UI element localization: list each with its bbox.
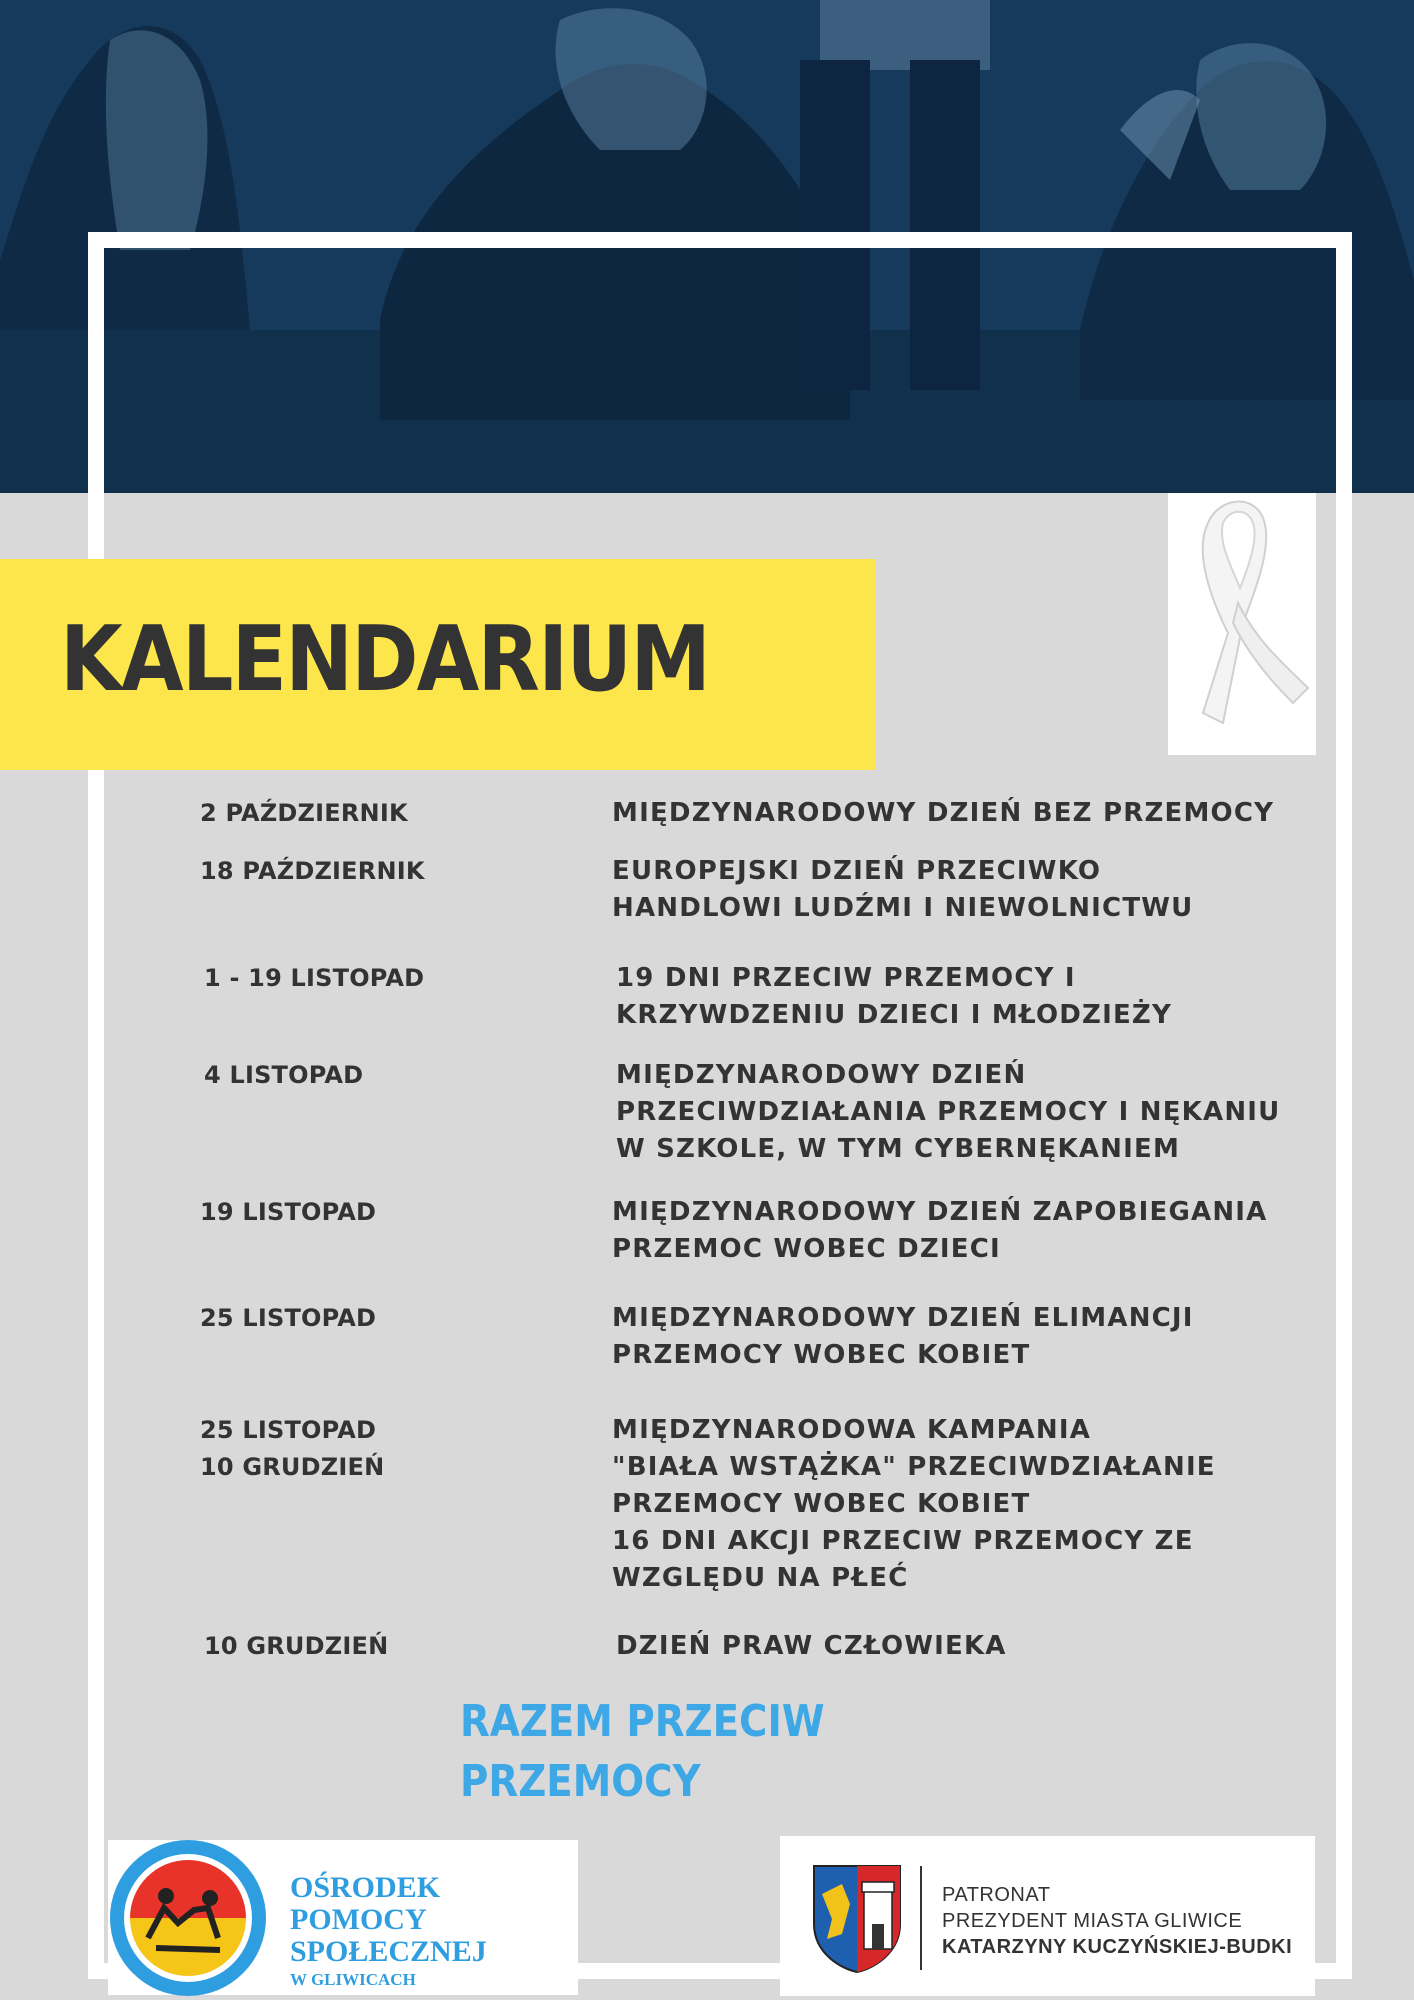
calendar-event [616, 1057, 1280, 1168]
patronage-block [780, 1836, 1315, 1996]
ops-logo-line-1: OŚRODEK POMOCY [290, 1871, 441, 1936]
calendar-date [200, 1194, 376, 1231]
calendar-event-line: PRZEMOCY WOBEC KOBIET [612, 1489, 1031, 1519]
calendar-event [612, 1300, 1194, 1374]
calendar-event-line: MIĘDZYNARODOWY DZIEŃ BEZ PRZEMOCY [612, 798, 1275, 828]
ops-logo-text [290, 1872, 578, 1992]
calendar-event [616, 960, 1172, 1034]
calendar-event [612, 1412, 1216, 1597]
patronage-line-2: PREZYDENT MIASTA GLIWICE [942, 1910, 1243, 1932]
ops-logo-line-2: SPOŁECZNEJ [290, 1935, 487, 1968]
calendar-event-line: WZGLĘDU NA PŁEĆ [612, 1563, 909, 1593]
calendar-event-line: 16 DNI AKCJI PRZECIW PRZEMOCY ZE [612, 1526, 1194, 1556]
calendar-date [204, 1628, 388, 1665]
calendar-date-line: 25 LISTOPAD [200, 1304, 377, 1332]
patronage-divider [920, 1866, 922, 1970]
calendar-date-line: 2 PAŹDZIERNIK [200, 799, 408, 827]
calendar-date-line: 4 LISTOPAD [204, 1061, 364, 1089]
calendar-date [200, 1412, 384, 1486]
ops-emblem-icon [108, 1838, 278, 1998]
ops-logo-line-3: W GLIWICACH [290, 1970, 416, 1989]
calendar-event-line: MIĘDZYNARODOWA KAMPANIA [612, 1415, 1092, 1445]
ops-logo [108, 1840, 578, 1995]
calendar-event-line: W SZKOLE, W TYM CYBERNĘKANIEM [616, 1134, 1181, 1164]
calendar-event-line: DZIEŃ PRAW CZŁOWIEKA [616, 1631, 1007, 1661]
calendar-event-line: PRZEMOCY WOBEC KOBIET [612, 1340, 1031, 1370]
slogan-line-1: RAZEM PRZECIW [460, 1696, 825, 1747]
calendar-date-line: 18 PAŹDZIERNIK [200, 857, 425, 885]
calendar-event [616, 1628, 1007, 1665]
slogan [460, 1692, 825, 1812]
calendar-date-line: 25 LISTOPAD [200, 1416, 377, 1444]
slogan-line-2: PRZEMOCY [460, 1756, 701, 1807]
calendar-event-line: MIĘDZYNARODOWY DZIEŃ ELIMANCJI [612, 1303, 1194, 1333]
patronage-text [942, 1882, 1292, 1960]
calendar-event-line: 19 DNI PRZECIW PRZEMOCY I [616, 963, 1076, 993]
calendar-event-line: EUROPEJSKI DZIEŃ PRZECIWKO [612, 856, 1102, 886]
calendar-date [200, 795, 408, 832]
calendar-event-line: HANDLOWI LUDŹMI I NIEWOLNICTWU [612, 893, 1194, 923]
calendar-date [200, 1300, 376, 1337]
calendar-date-line: 19 LISTOPAD [200, 1198, 377, 1226]
calendar-event [612, 795, 1274, 832]
white-ribbon-icon [1168, 493, 1316, 755]
calendar-event-line: KRZYWDZENIU DZIECI I MŁODZIEŻY [616, 1000, 1173, 1030]
calendar-event [612, 1194, 1268, 1268]
calendar-event-line: PRZECIWDZIAŁANIA PRZEMOCY I NĘKANIU [616, 1097, 1281, 1127]
calendar-event [612, 853, 1193, 927]
calendar-event-line: PRZEMOC WOBEC DZIECI [612, 1234, 1001, 1264]
calendar-date-line: 10 GRUDZIEŃ [204, 1632, 389, 1660]
calendar-date-line: 1 - 19 LISTOPAD [204, 964, 425, 992]
calendar-event-line: MIĘDZYNARODOWY DZIEŃ ZAPOBIEGANIA [612, 1197, 1268, 1227]
gliwice-coat-of-arms-icon [812, 1864, 902, 1974]
calendar-date [200, 853, 425, 890]
calendar-date-line: 10 GRUDZIEŃ [200, 1453, 385, 1481]
calendar-event-line: MIĘDZYNARODOWY DZIEŃ [616, 1060, 1027, 1090]
patronage-line-3: KATARZYNY KUCZYŃSKIEJ-BUDKI [942, 1936, 1293, 1958]
page-title: KALENDARIUM [60, 607, 710, 712]
calendar-event-line: "BIAŁA WSTĄŻKA" PRZECIWDZIAŁANIE [612, 1452, 1216, 1482]
white-ribbon-card [1168, 493, 1316, 755]
calendar-date [204, 960, 424, 997]
patronage-line-1: PATRONAT [942, 1884, 1051, 1906]
calendar-date [204, 1057, 363, 1094]
